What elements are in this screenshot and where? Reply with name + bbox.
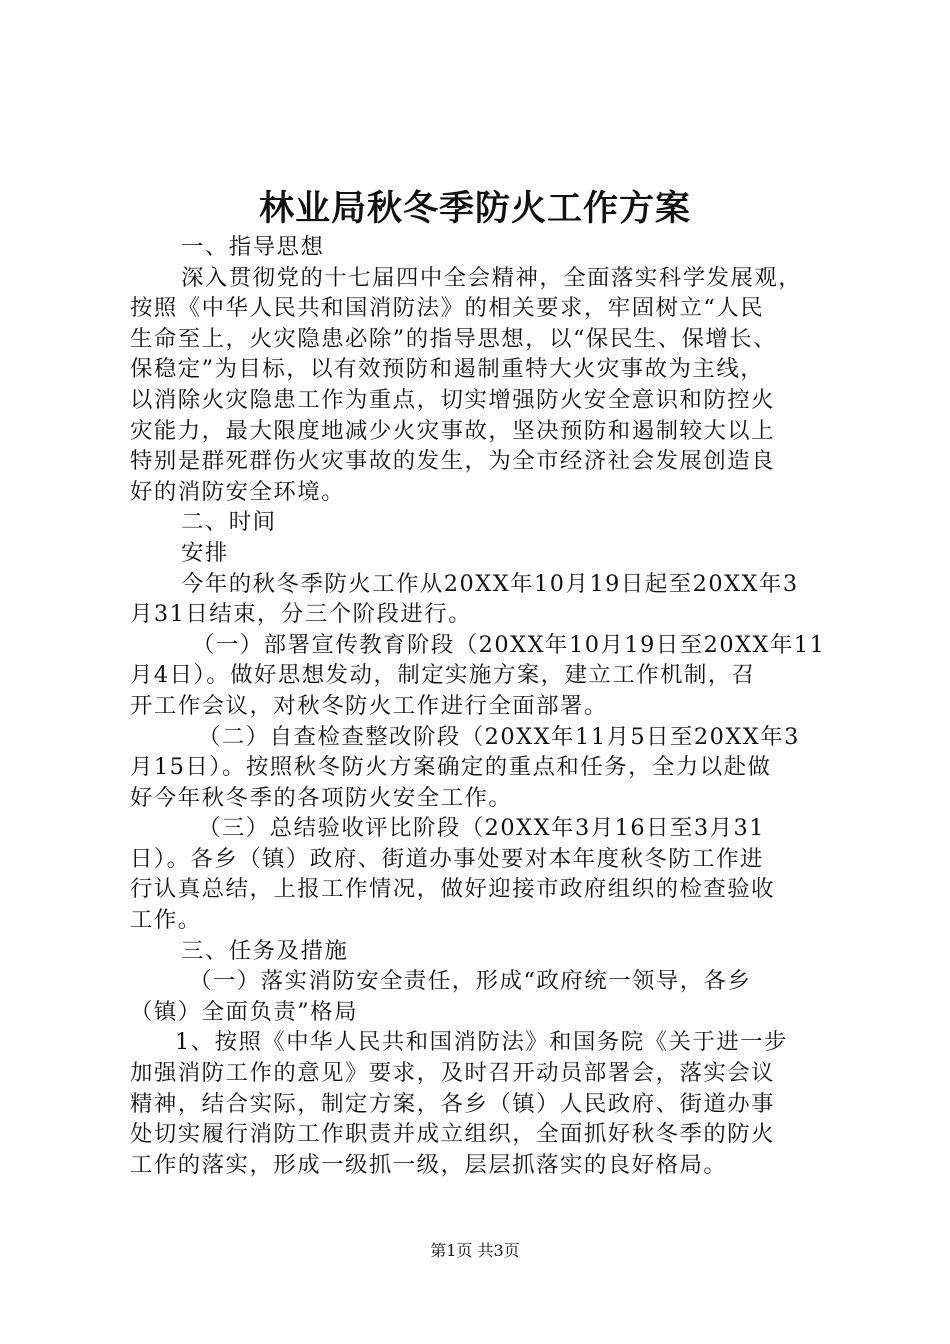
paragraph-line: 1、按照《中华人民共和国消防法》和国务院《关于进一步 [175,1029,789,1056]
paragraph-line: 特别是群死群伤火灾事故的发生，为全市经济社会发展创造良 [130,448,776,475]
paragraph-line: 月4日）。做好思想发动，制定实施方案，建立工作机制，召 [130,662,756,689]
paragraph-line: 月15日）。按照秋冬防火方案确定的重点和任务，全力以赴做 [130,754,772,781]
paragraph-line: 深入贯彻党的十七届四中全会精神，全面落实科学发展观， [181,264,803,291]
paragraph-line: 今年的秋冬季防火工作从20XX年10月19日起至20XX年3 [181,570,799,597]
paragraph-line: 处切实履行消防工作职责并成立组织，全面抓好秋冬季的防火 [130,1121,776,1148]
paragraph-line: 工作的落实，形成一级抓一级，层层抓落实的良好格局。 [130,1151,728,1178]
subsection-line: （二）自查检查整改阶段（20XX年11月5日至20XX年3 [198,723,800,750]
subsection-line: （一）落实消防安全责任，形成“政府统一领导，各乡 [189,968,752,995]
paragraph-line: 以消除火灾隐患工作为重点，切实增强防火安全意识和防控火 [130,386,776,413]
paragraph-line: 好的消防安全环境。 [130,478,346,505]
paragraph-line: 加强消防工作的意见》要求，及时召开动员部署会，落实会议 [130,1060,776,1087]
paragraph-line: 好今年秋冬季的各项防火安全工作。 [130,784,513,811]
paragraph-line: 灾能力，最大限度地减少火灾事故，坚决预防和遏制较大以上 [130,417,776,444]
paragraph-line: （镇）全面负责”格局 [130,998,358,1025]
paragraph-line: 按照《中华人民共和国消防法》的相关要求，牢固树立“人民 [130,295,765,322]
paragraph-line: 开工作会议，对秋冬防火工作进行全面部署。 [130,692,608,719]
paragraph-line: 精神，结合实际，制定方案，各乡（镇）人民政府、街道办事 [130,1090,776,1117]
paragraph-line: 生命至上，火灾隐患必除”的指导思想，以“保民生、保增长、 [130,325,778,352]
paragraph-line: 工作。 [130,907,202,934]
document-title: 林业局秋冬季防火工作方案 [258,188,691,229]
page-indicator: 第1页 共3页 [430,1241,520,1260]
paragraph-line: 安排 [181,539,229,566]
subsection-line: （三）总结验收评比阶段（20XX年3月16日至3月31 [198,815,765,842]
subsection-line: （一）部署宣传教育阶段（20XX年10月19日至20XX年11 [192,631,826,658]
paragraph-line: 月31日结束，分三个阶段进行。 [130,601,473,628]
section-heading: 二、时间 [181,509,277,536]
section-heading: 三、任务及措施 [181,937,349,964]
paragraph-line: 日）。各乡（镇）政府、街道办事处要对本年度秋冬防工作进 [130,845,764,872]
paragraph-line: 保稳定”为目标，以有效预防和遏制重特大火灾事故为主线， [130,356,765,383]
section-heading: 一、指导思想 [181,234,325,260]
paragraph-line: 行认真总结，上报工作情况，做好迎接市政府组织的检查验收 [130,876,776,903]
document-body [130,232,836,1180]
